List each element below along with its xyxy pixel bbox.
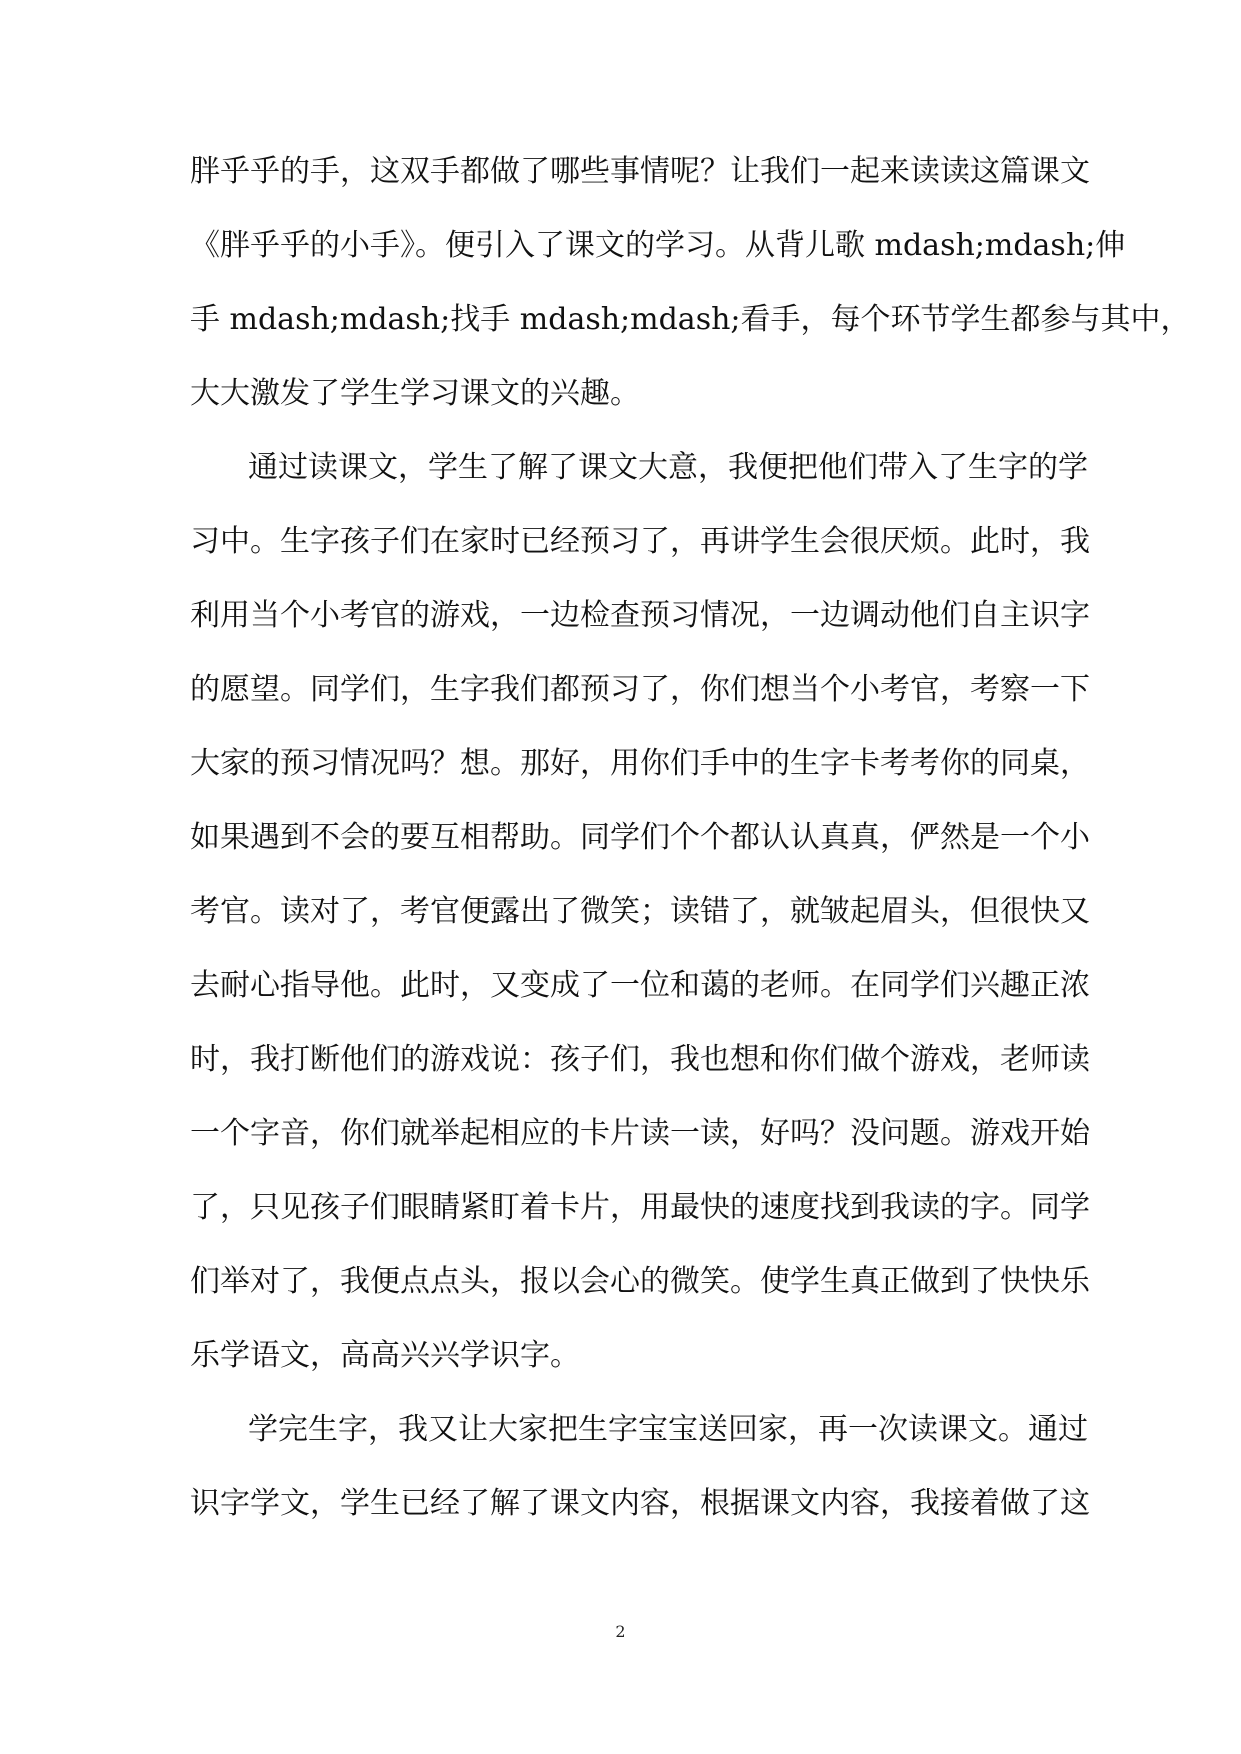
text-line: 通过读课文，学生了解了课文大意，我便把他们带入了生字的学 <box>248 450 1088 485</box>
text-line: 学完生字，我又让大家把生字宝宝送回家，再一次读课文。通过 <box>248 1412 1088 1447</box>
text-line: 一个字音，你们就举起相应的卡片读一读，好吗？没问题。游戏开始 <box>190 1116 1090 1151</box>
text-line: 考官。读对了，考官便露出了微笑；读错了，就皱起眉头，但很快又 <box>190 894 1090 929</box>
body-text <box>190 135 1191 1541</box>
text-line: 手 mdash;mdash;找手 mdash;mdash;看手，每个环节学生都参与其中， <box>190 302 1191 337</box>
text-line: 《胖乎乎的小手》。便引入了课文的学习。从背儿歌 mdash;mdash;伸 <box>190 228 1126 263</box>
text-line: 们举对了，我便点点头，报以会心的微笑。使学生真正做到了快快乐 <box>190 1264 1090 1299</box>
text-line: 乐学语文，高高兴兴学识字。 <box>190 1338 580 1373</box>
text-line: 如果遇到不会的要互相帮助。同学们个个都认认真真，俨然是一个小 <box>190 820 1090 855</box>
text-line: 胖乎乎的手，这双手都做了哪些事情呢？让我们一起来读读这篇课文 <box>190 154 1090 189</box>
text-line: 大家的预习情况吗？想。那好，用你们手中的生字卡考考你的同桌， <box>190 746 1090 781</box>
text-line: 识字学文，学生已经了解了课文内容，根据课文内容，我接着做了这 <box>190 1486 1090 1521</box>
text-line: 时，我打断他们的游戏说：孩子们，我也想和你们做个游戏，老师读 <box>190 1042 1090 1077</box>
text-line: 了，只见孩子们眼睛紧盯着卡片，用最快的速度找到我读的字。同学 <box>190 1190 1090 1225</box>
page-number: 2 <box>615 1622 626 1641</box>
text-line: 习中。生字孩子们在家时已经预习了，再讲学生会很厌烦。此时，我 <box>190 524 1090 559</box>
text-line: 利用当个小考官的游戏，一边检查预习情况，一边调动他们自主识字 <box>190 598 1090 633</box>
text-line: 大大激发了学生学习课文的兴趣。 <box>190 376 640 411</box>
text-line: 的愿望。同学们，生字我们都预习了，你们想当个小考官，考察一下 <box>190 672 1090 707</box>
text-line: 去耐心指导他。此时，又变成了一位和蔼的老师。在同学们兴趣正浓 <box>190 968 1090 1003</box>
